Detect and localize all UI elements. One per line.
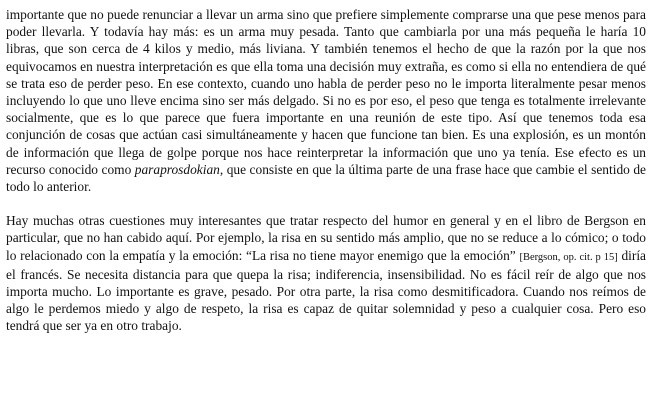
paragraph-1-text-a: importante que no puede renunciar a llevar un arma sino que prefiere simplemente comprarse una que pese menos para poder llevarla. Y todavía hay más: es un arma muy pesada. Tanto que cambiarla por una más pequeña le haría 10 libras, que son cerca de 4 kilos y medio, más liviana. Y también tenemos el hecho de que la razón por la que nos equivocamos en nuestra interpretación es que ella toma una decisión muy extraña, es como si ella no entendiera de qué se trata eso de perder peso. En ese contexto, cuando uno habla de perder peso no le importa literalmente pesar menos incluyendo lo que uno lleve encima sino ser más delgado. Si no es por eso, el peso que tenga es totalmente irrelevante socialmente, que es lo que parece que fuera importante en una reunión de este tipo. Así que tenemos toda esa conjunción de cosas que actúan casi simultáneamente y hacen que funcione tan bien. Es una explosión, es un montón de información que llega de golpe porque nos hace reinterpretar la información que uno ya tenía. Ese efecto es un recurso conocido como (6, 7, 646, 177)
term-paraprosdokian: paraprosdokian (134, 161, 220, 177)
paragraph-2-text-a: Hay muchas otras cuestiones muy interesantes que tratar respecto del humor en general y en el libro de Bergson en particular, que no han cabido aquí. Por ejemplo, la risa en su sentido más amplio, que no se reduce a lo cómico; o todo lo relacionado con la empatía y la emoción: “La risa no tiene mayor enemigo que la emoción” (6, 213, 646, 263)
paragraph-2-text-b: diría el francés. Se necesita distancia para que quepa la risa; indiferencia, insensibilidad. No es fácil reír de algo que nos importa mucho. Lo importante es grave, pesado. Por otra parte, la risa como desmitificadora. Cuando nos reímos de algo le perdemos miedo y algo de respeto, la risa es capaz de quitar solemnidad y peso a cualquier cosa. Pero eso tendrá que ser ya en otro trabajo. (6, 247, 646, 334)
document-page (6, 6, 646, 335)
paragraph-1-text-b: , que consiste en que la última parte de una frase hace que cambie el sentido de todo lo anterior. (6, 161, 646, 195)
paragraph-bergson (6, 212, 646, 334)
paragraph-paraprosdokian (6, 6, 646, 195)
citation-bergson: [Bergson, op. cit. p 15] (519, 251, 618, 263)
